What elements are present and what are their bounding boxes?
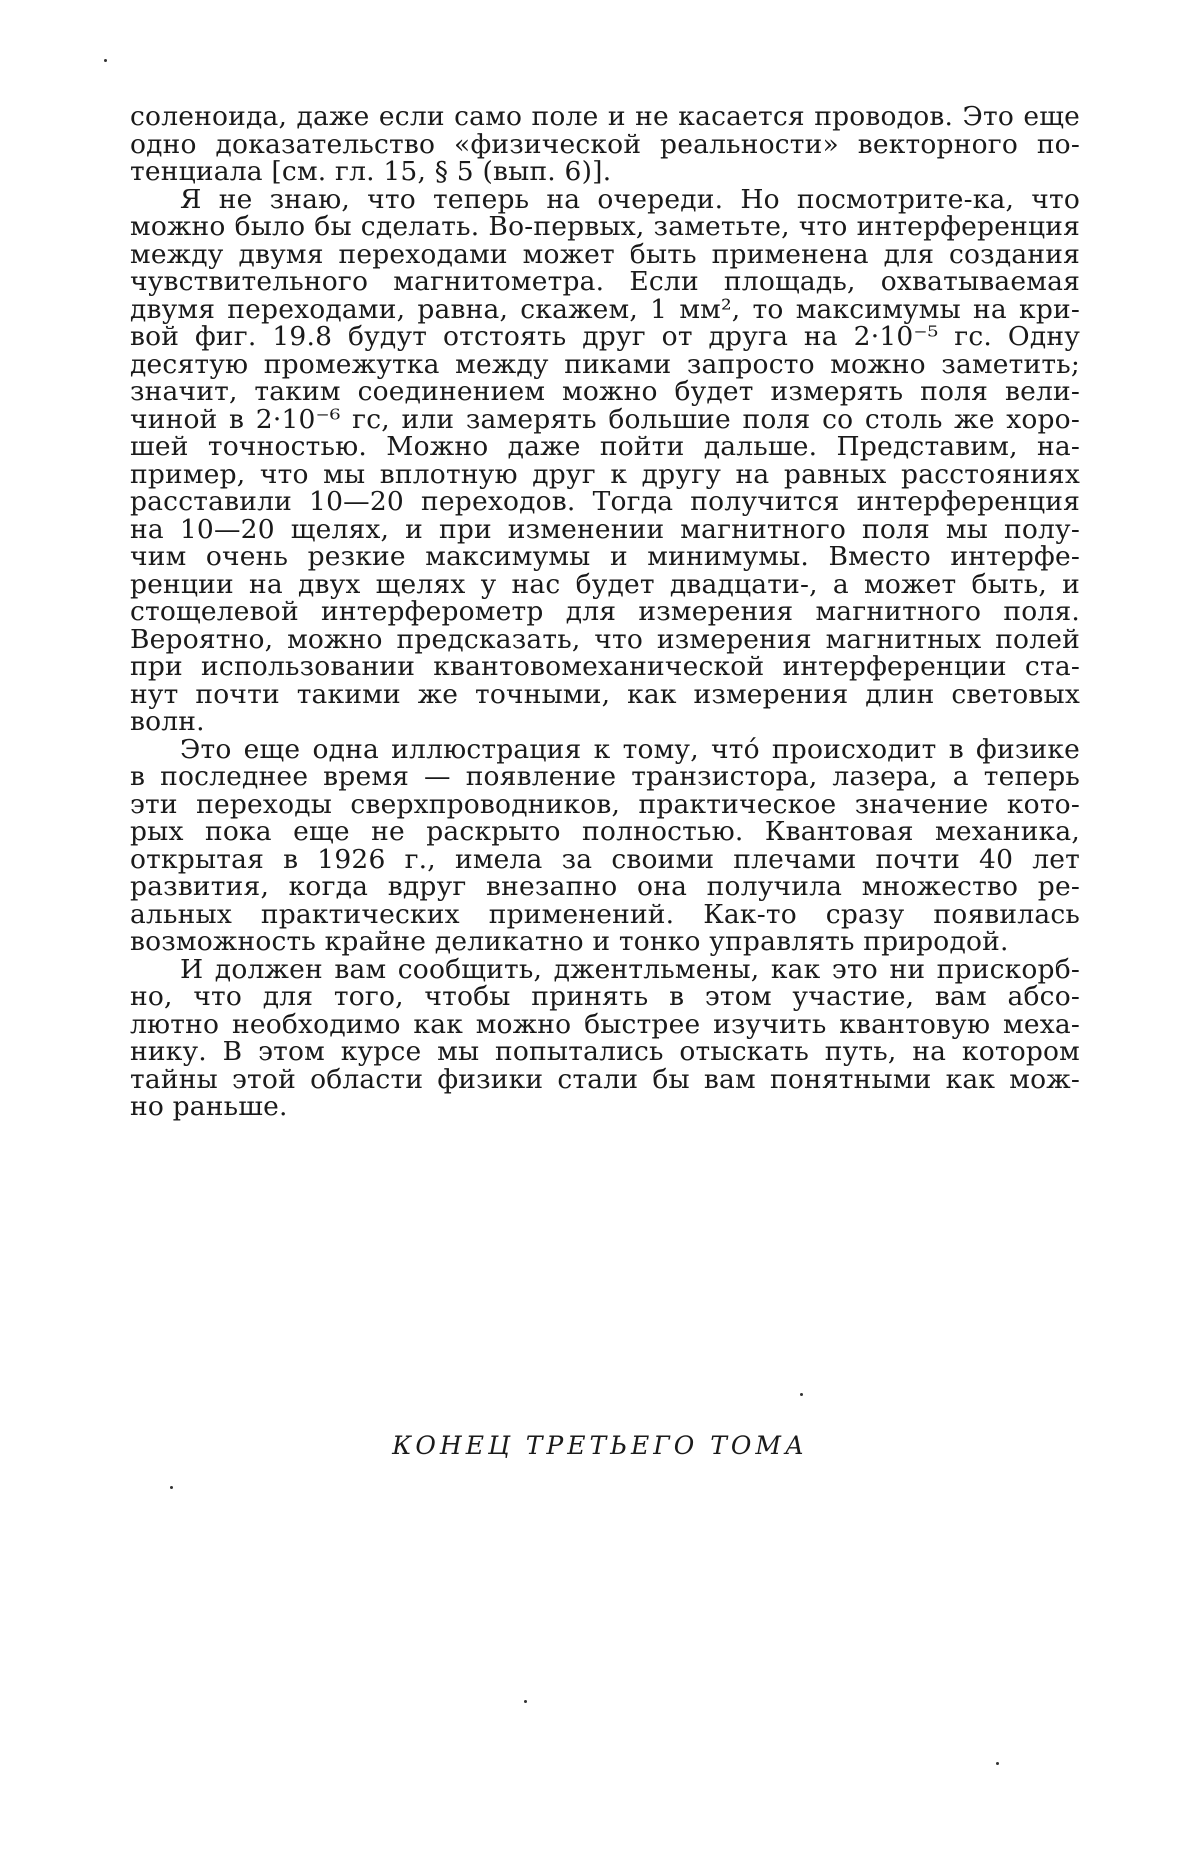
text-line: чим очень резкие максимумы и минимумы. Вместо интерфе- xyxy=(130,541,1080,572)
text-line: но, что для того, чтобы принять в этом участие, вам абсо- xyxy=(130,981,1080,1012)
text-line: тайны этой области физики стали бы вам понятными как мож- xyxy=(130,1063,1080,1095)
scan-speck xyxy=(524,1700,527,1703)
text-line: тенциала [см. гл. 15, § 5 (вып. 6)]. xyxy=(130,156,612,187)
paragraph-2 xyxy=(130,183,1080,737)
text-line: шей точностью. Можно даже пойти дальше. Представим, на- xyxy=(130,431,1080,462)
text-line: в последнее время — появление транзистора, лазера, а теперь xyxy=(130,761,1080,792)
paragraph-4 xyxy=(130,953,1080,1122)
paragraph-1 xyxy=(130,103,1080,186)
text-line: десятую промежутка между пиками запросто можно заметить; xyxy=(130,348,1080,380)
paragraph-3 xyxy=(130,733,1080,957)
scan-speck xyxy=(170,1486,173,1489)
text-line: пример, что мы вплотную друг к другу на равных расстояниях xyxy=(130,458,1080,490)
end-of-volume-note: КОНЕЦ ТРЕТЬЕГО ТОМА xyxy=(392,1431,808,1460)
text-line: но раньше. xyxy=(130,1091,288,1122)
scan-speck xyxy=(800,1393,803,1396)
text-line: стощелевой интерферометр для измерения магнитного поля. xyxy=(130,596,1080,627)
text-line: волн. xyxy=(130,706,205,737)
body-text xyxy=(130,103,1080,1121)
text-line: нут почти такими же точными, как измерения длин световых xyxy=(130,678,1080,710)
text-line: нику. В этом курсе мы попытались отыскать путь, на котором xyxy=(130,1036,1080,1067)
text-line: возможность крайне деликатно и тонко управлять природой. xyxy=(130,926,1009,957)
scan-speck xyxy=(104,59,107,62)
text-line: Это еще одна иллюстрация к тому, что́ происходит в физике xyxy=(180,733,1080,765)
text-line: чиной в 2·10⁻⁶ гс, или замерять большие поля со столь же хоро- xyxy=(130,403,1080,435)
text-line: на 10—20 щелях, и при изменении магнитного поля мы полу- xyxy=(130,513,1080,545)
text-line: эти переходы сверхпроводников, практическое значение кото- xyxy=(130,788,1080,820)
text-line: лютно необходимо как можно быстрее изучить квантовую меха- xyxy=(130,1008,1080,1040)
text-line: рых пока еще не раскрыто полностью. Квантовая механика, xyxy=(130,816,1080,847)
text-line: чувствительного магнитометра. Если площадь, охватываемая xyxy=(130,266,1080,297)
text-line: между двумя переходами может быть применена для создания xyxy=(130,238,1080,270)
text-line: И должен вам сообщить, джентльмены, как это ни прискорб- xyxy=(180,953,1080,985)
text-line: Я не знаю, что теперь на очереди. Но посмотрите-ка, что xyxy=(180,183,1080,215)
text-line: открытая в 1926 г., имела за своими плечами почти 40 лет xyxy=(130,843,1080,875)
text-line: можно было бы сделать. Во-первых, заметьте, что интерференция xyxy=(130,211,1080,242)
text-line: вой фиг. 19.8 будут отстоять друг от друга на 2·10⁻⁵ гс. Одну xyxy=(130,321,1080,352)
text-line: альных практических применений. Как-то сразу появилась xyxy=(130,898,1080,930)
text-line: Вероятно, можно предсказать, что измерения магнитных полей xyxy=(130,623,1080,655)
text-line: развития, когда вдруг внезапно она получила множество ре- xyxy=(130,871,1080,902)
text-line: значит, таким соединением можно будет измерять поля вели- xyxy=(130,376,1080,407)
scan-speck xyxy=(996,1762,999,1765)
text-line: ренции на двух щелях у нас будет двадцати-, а может быть, и xyxy=(130,568,1080,600)
text-line: расставили 10—20 переходов. Тогда получится интерференция xyxy=(130,486,1080,517)
text-line: одно доказательство «физической реальности» векторного по- xyxy=(130,128,1080,160)
text-line: соленоида, даже если само поле и не касается проводов. Это еще xyxy=(130,101,1080,132)
text-line: при использовании квантовомеханической интерференции ста- xyxy=(130,651,1080,682)
text-line: двумя переходами, равна, скажем, 1 мм², то максимумы на кри- xyxy=(130,293,1080,325)
